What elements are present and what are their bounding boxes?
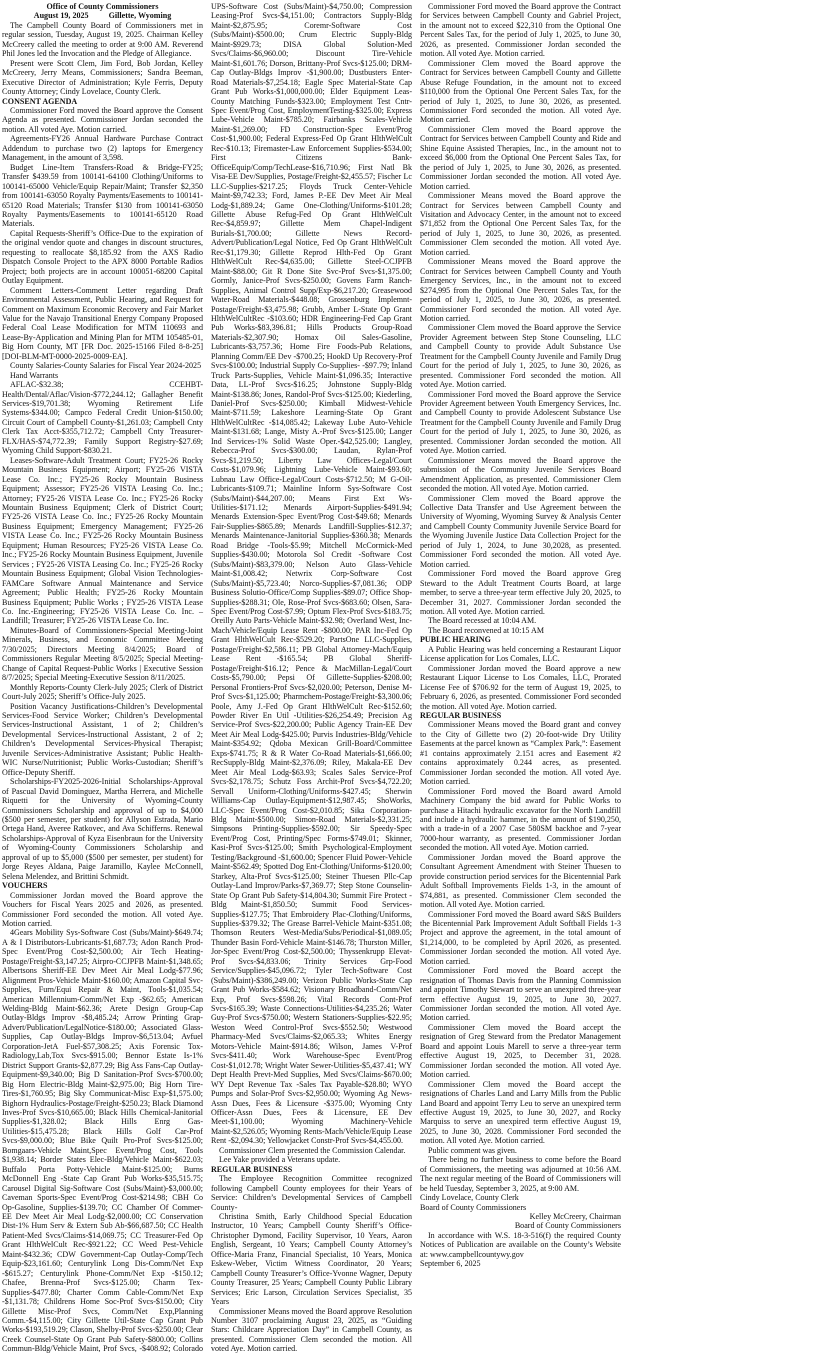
paragraph: Scholarships-FY2025-2026-Initial Scholarships-Approval of Pascual David Dominguez, Martha Herrera, and Michelle Riquetti for the University of Wyoming-County Commissioners Scholarship and approval of up to $4,000 ($500 per semester, per student) for Allyson Estrada, Mario Ortega Hand, Averee Ratkovec, and Ava Schifferns. Renewal Scholarships-Approval of Kyza Eisenbraun for the University of Wyoming-County Commissioners Scholarship and approval of up to $5,000 ($500 per semester, per student) for Jorge Reyes Aldana, Paige Jaramillo, Kaylee McConnell, Selena Melendez, and Brittini Schmidt.	[2, 777, 203, 881]
paragraph: Minutes-Board of Commissioners-Special Meeting-Joint Minerals, Business, and Economic Committee Meeting 7/30/2025; Directors Meeting 8/4/2025; Board of Commissioners Regular Meeting 8/5/2025; Special Meeting-Change of Capital Request-Public Works | Executive Session 8/7/2025; Special Meeting-Executive Session 8/11/2025.	[2, 625, 203, 683]
paragraph: Commissioner Means moved the Board grant and convey to the City of Gillette two (2) 20-foot-wide Dry Utility Easements at the parcel known as “Camplex Park,”: Easement #1 contains approximately 2.151 acres and Easement #2 contains approximately 0.244 acres, as presented. Commissioner Jordan seconded the motion. All voted Aye. Motion carried.	[420, 720, 621, 787]
paragraph: Christina Smith, Early Childhood Special Education Instructor, 10 Years; Campbell County Sheriff’s Office-Christopher Dymond, Facility Supervisor, 10 Years, Aaron English, Sergeant, 10 Years; Campbell County Attorney’s Office-Maria Franz, Financial Specialist, 10 Years, Monica Eskew-Weber, Victim Witness Coordinator, 20 Years; Campbell County Treasurer’s Office-Yvonne Wagner, Deputy County Treasurer, 25 Years; Campbell County Public Library Services; Eric Larson, Circulation Services Specialist, 35 Years	[211, 1212, 412, 1307]
office-title: Office of County Commissioners	[46, 2, 159, 11]
clerk-board-line: Board of County Commissioners	[420, 1202, 527, 1212]
section-heading: PUBLIC HEARING	[420, 635, 491, 645]
chair-signature: Kelley McCreery, Chairman	[529, 1212, 621, 1221]
paragraph: Commissioner Ford moved the Board approve Greg Steward to the Adult Treatment Courts Board, at large member, to serve a three-year term effective July 20, 2025, to December 31, 2027. Commissioner Jordan seconded the motion. All voted Aye. Motion carried.	[420, 569, 621, 616]
paragraph: Commissioner Ford moved the Board approve the Consent Agenda as presented. Commissioner Jordan seconded the motion. All voted Aye. Motion carried.	[2, 105, 203, 134]
paragraph: Budget Line-Item Transfers-Road & Bridge-FY25; Transfer $439.59 from 100141-64100 Clothing/Uniforms to 100141-65000 Vehicle/Equip Repair/Maint; Transfer $2,350 from 100141-63050 Royalty Payments/Easements to 100141-65120 Road Materials; Transfer $130 from 100141-63050 Royalty Payments/Easements to 100141-65120 Road Materials.	[2, 162, 203, 229]
chair-board-line: Board of County Commissioners	[514, 1221, 621, 1231]
paragraph: Comment Letters-Comment Letter regarding Draft Environmental Assessment, Public Hearing, and Request for Comment on Maximum Economic Recovery and Fair Market Value for the Navajo Transitional Energy Company Proposed Federal Coal Lease Modification for MTM 110693 and Lease-By-Application and Mining Plan for MTM 105485-01, Big Horn County, MT [FR Doc. 2025-15166 Filed 8-8-25] [DOI-BLM-MT-0000-2025-0009-EA].	[2, 285, 203, 361]
section-heading: VOUCHERS	[2, 881, 48, 891]
paragraph: The Campbell County Board of Commissioners met in regular session, Tuesday, August 19, 2025. Chairman Kelley McCreery called the meeting to order at 9:00 AM. Reverend Phil Jones led the Invocation and the Pledge of Allegiance.	[2, 20, 203, 59]
paragraph: Commissioner Ford moved the Board accept the resignation of Thomas Davis from the Planning Commission and appoint Timothy Stewart to serve an unexpired three-year term effective August 19, 2025, to June 30, 2027. Commissioner Jordan seconded the motion. All voted Aye. Motion carried.	[420, 966, 621, 1023]
paragraph: The Board recessed at 10:04 AM.	[428, 616, 537, 626]
paragraph: AFLAC-$32.38; CCEHBT-Health/Dental/Aflac/Vision-$772,244.12; Gallagher Benefit Services-$19,701.38; Wyoming Retirement Life Systems-$344.00; Campco Federal Credit Union-$150.00; Circuit Court of Campbell County-$1,261.03; Campbell Cnty Clerk Tax Acct-$355,712.72; Campbell Cnty Treasurer-FLX/HAS-$74,772.39; Family Support Registry-$27.69; Wyoming Child Support-$830.21.	[2, 380, 203, 456]
clerk-signature: Cindy Lovelace, County Clerk	[420, 1193, 519, 1203]
paragraph: The Employee Recognition Committee recognized following Campbell County employees for their Years of Service: Children’s Developmental Services of Campbell County-	[211, 1174, 412, 1212]
section-heading: REGULAR BUSINESS	[211, 1164, 293, 1174]
paragraph: Capital Requests-Sheriff’s Office-Due to the expiration of the original vendor quote and changes in discount structures, requesting to reallocate $8,185.92 from the AXS Radio Dispatch Console Project to the APX 8000 Portable Radios Project; both projects are in account 100051-68200 Capital Outlay Equipment.	[2, 228, 203, 286]
paragraph: Commissioner Jordan moved the Board approve the Consultant Agreement Amendment with Steiner Thuesen to provide construction period services for the Bicentennial Park Adult Softball Improvements Fields 1-3, in the amount of $74,881, as presented. Commissioner Clem seconded the motion. All voted Aye. Motion carried.	[420, 852, 621, 910]
paragraph: Commissioner Clem moved the Board approve the Service Provider Agreement between Step Stone Counseling, LLC and Campbell County to provide Adult Substance Use Treatment for the Campbell County Juvenile and Family Drug Court for the period of July 1, 2025, to June 30, 2026, as presented. Commissioner Ford seconded the motion. All voted Aye. Motion carried.	[420, 323, 621, 390]
minutes-body	[2, 2, 621, 1357]
paragraph: Hand Warrants	[10, 370, 59, 380]
paragraph: Monthly Reports-County Clerk-July 2025; Clerk of District Court-July 2025; Sheriff’s Office-July 2025.	[2, 682, 203, 702]
paragraph: Present were Scott Clem, Jim Ford, Bob Jordan, Kelley McCreery, Jerry Means, Commissioners; Sandra Beeman, Executive Director of Administration; Kyle Ferris, Deputy County Attorney; Cindy Lovelace, County Clerk.	[2, 58, 203, 97]
paragraph: Commissioner Ford moved the Board award S&S Builders the Bicentennial Park Improvement Adult Softball Fields 1-3 Project and approve the agreement, in the total amount of $1,214,000, to be completed by April 2026, as presented. Commissioner Jordan seconded the motion. All voted Aye. Motion carried.	[420, 909, 621, 966]
paragraph: Commissioner Clem moved the Board approve the Contract for Services between Campbell County and Gillette Abuse Refuge Foundation, in the amount not to exceed $110,000 from the Optional One Percent Sales Tax, for the period of July 1, 2025, to June 30, 2026, as presented. Commissioner Ford seconded the motion. All voted Aye. Motion carried.	[420, 58, 621, 125]
paragraph: A Public Hearing was held concerning a Restaurant Liquor License application for Los Comales, LLC.	[420, 644, 621, 664]
paragraph: There being no further business to come before the Board of Commissioners, the meeting was adjourned at 10:56 AM. The next regular meeting of the Board of Commissioners will be held Tuesday, September 3, 2025, at 9:00 AM.	[420, 1155, 621, 1193]
paragraph: Commissioner Clem presented the Commission Calendar.	[219, 1145, 406, 1155]
paragraph: 4Gears Mobility Sys-Software Cost (Subs/Maint)-$649.74; A & I Distributors-Lubricants-$1,687.73; Adon Ranch Prod-Spec Event/Prog Cost-$2,500.00; Air Tech Heating-Postage/Freight-$3,147.25; Airpro-CCJPFB Maint-$1,348.65; Albertsons Sheriff-EE Dev Meet Air Meal Lodg-$77.96; Alignment Pros-Vehicle Maint-$160.00; Amazon Capital Svc-Supplies, Furn/Equi Repair & Maint, Tools-$1,035.54; American Millennium-Comm/Net Exp -$62.65; American Welding-Bldg Maint-$62.36; Arete Design Group-Cap Outlay-Bldgs Improv -$8,485.24; Arrow Printing Grap-Advert/Publication/LegalNotice-$180.00; Associated Glass-Supplies, Cap Outlay-Bldgs Improv-$6,513.04; Avfuel Corporation-JetA Fuel-$57,308.25; Axis Forensic Tox-Radiology,Lab,Tox Svcs-$915.00; Bennor Estate Is-1% District Support Grants-$2,877.29; Big Ass Fans-Cap Outlay-Equipment-$9,340.00; Big D Sanitation-Prof Svcs-$700.00; Big Horn Electric-Bldg Maint-$2,975.00; Big Horn Tire-Tires-$1,760.95; Big Sky Communicat-Misc Exp-$1,575.00; Bighorn Hydraulics-Postage/Freight-$250.23; Black Diamond Inves-Prof Svcs-$10,665.00; Black Hills Chemical-Janitorial Supplies-$1,328.02; Black Hills Enrg Gas-Utilities-$15,475.28; Black Hills Golf Car-Prof Svcs-$9,000.00; Blue Bike Quilt Pro-Prof Svcs-$125.00; Bomgaars-Vehicle Maint,Spec Event/Prog Cost, Tools $1,938.14; Border States Elec-Bldg/Vehicle Maint-$622.03; Buffalo Porta Potty-Vehicle Maint-$125.00; Burns McDonnell Eng -State Cap Grant Pub Works-$35,515.75; Carousel Digital Sig-Software Cost (Subs/Maint)-$3,000.00; Caveman Sports-Spec Event/Prog Cost-$214.98; CBH Co Op-Gasoline, Supplies-$139.70; CC Chamber Of Commer-EE Dev Meet Air Meal Lodg-$2,000.00; CC Conservation Dist-1% Hum Serv & Extern Sub Ab-$66,687.50; CC Health Patient-Med Svcs/Claims-$14,069.75; CC Treasurer-Fed Op Grant HlthWelCult Rec-$921.22; CC Weed Pest-Vehicle Maint-$432.36; CDW Government-Cap Outlay-Comp/Tech Equip-$23,161.60; Centurylink Long Dis-Comm/Net Exp -$615.27; Centurylink Phone-Comm/Net Exp -$150.12; Chafee, Brenna-Prof Svcs-$125.00; Charm Tex-Supplies-$477.80; Charter Comm Cable-Comm/Net Exp -$1,131.78; Childrens Home Soc-Prof Svcs-$150.00; City Gillette Misc-Prof Svcs, Comm/Net Exp,Planning Comm.-$4,115.00; City Gillette Util-State Cap Grant Pub Works-$193,519.29; Clason, Shelby-Prof Svcs-$250.00; Clear Creek Counsel-State Op Grant Pub Safety-$800.00; Collins Commun-Bldg/Vehicle Maint, Prof Svcs, -$408.92; Colorado UPS-Software Cost (Subs/Maint)-$4,750.00; Compression Leasing-Prof Svcs-$4,151.00; Contractors Supply-Bldg Maint-$2,875.95; Coremr-Software Cost (Subs/Maint)-$500.00; Crum Electric Supply-Bldg Maint-$929.73; DISA Global Solution-Med Svcs/Claims-$6,960.00; Discount Tire-Vehicle Maint-$1,601.76; Dorson, Brittany-Prof Svcs-$125.00; DRM-Cap Outlay-Bldgs Improv -$1,900.00; Dustbusters Enter-Road Materials-$7,254.18; Eagle Spec Material-State Cap Grant Pub Works-$1,000,000.00; Elder Equipment Leas-County Matching Funds-$323.00; Employment Test Cntr-Spec Event/Prog Cost, EmploymentTesting-$325.00; Express Lube-Vehicle Maint-$785.20; Fairbanks Scales-Vehicle Maint-$1,269.00; FD Construction-Spec Event/Prog Cost-$1,900.00; Federal Express-Fed Op Grant HlthWelCult Rec-$10.13; Firemaster-Law Enforcement Supplies-$534.00; First Citizens Bank-OfficeEquip/Comp/TechLease-$16,710.96; First Natl Bk Visa-EE Dev/Supplies, Postage/Freight-$2,455.57; Fischer Lc LLC-Supplies-$217.25; Floyds Truck Center-Vehicle Maint-$9,742.33; Ford, James P.-EE Dev Meet Air Meal Lodg-$1,889.24; Game One-Clothing/Uniforms-$101.28; Gillette Abuse Refug-Fed Op Grant HlthWelCult Rec-$4,859.97; Gillette Mem Chapel-Indigent Burials-$1,700.00; Gillette News Record-Advert/Publication/Legal Notice, Fed Op Grant HlthWelCult Rec-$1,179.30; Gillette Reprod Hlth-Fed Op Grant HlthWelCult Rec-$4,635.00; Gillette Steel-CCJPFB Maint-$88.00; Git R Done Site Svc-Prof Svcs-$1,375.00; Gormly, Janice-Prof Svcs-$250.00; Govens Farm Ranch-Supplies, Animal Control Supp/Exp-$6,217.20; Greasewood Water-Road Materials-$448.08; Grossenburg Implemnt-Postage/Freight-$3,475.98; Grubb, Amber L-State Op Grant HlthWelCultRec -$103.60; HDR Engineering-Fed Cap Grant Pub Works-$83,396.81; Hills Products Group-Road Materials-$2,307.90; Homax Oil Sales-Gasoline, Lubricants-$3,757.36; Home Fire Foods-Pub Relations, Planning Comm/EE Dev -$700.25; HookD Up Recovery-Prof Svcs-$100.00; Industrial Supply Co-Supplies- -$97.79; Inland Truck Parts-Supplies, Vehicle Maint-$1,096.35; Interactive Data, LL-Prof Svcs-$16.25; Johnstone Supply-Bldg Maint-$138.86; Jones, Randol-Prof Svcs-$125.00; Kiederling, Daniel-Prof Svcs-$250.00; Kimball Midwest-Vehicle Maint-$711.59; Lakeshore Learning-State Op Grant HlthWelCultRec -$14,085.42; Lakeway Lube Auto-Vehicle Maint-$131.68; Lange, Misty A.-Prof Svcs-$125.00; Langer Ind Services-1% Solid Waste Oper.-$42,525.00; Langley, Rebecca-Prof Svcs-$300.00; Laudan, Rylan-Prof Svcs-$1,219.50; Liberty Law Offices-Legal/Court Costs-$1,079.96; Lightning Lube-Vehicle Maint-$93.60; Lubnau Law Office-Legal/Court Costs-$712.50; M G-Oil-Lubricants-$109.71; Mainline Inform Sys-Software Cost (Subs/Maint)-$44,207.00; Means First Ext Ws-Utilities-$171.12; Menards Airport-Supplies-$491.94; Menards Extension-Spec Event/Prog Cost-$49.68; Menards Fair-Supplies-$865.89; Menards Landfill-Supplies-$12.37; Menards Maintenance-Janitorial Supplies-$360.38; Menards Road Bridge -Tools-$5.99; Mitchell McCormick-Med Supplies-$430.00; Motorola Sol Credit -Software Cost (Subs/Maint)-$83,379.00; Nelson Auto Glass-Vehicle Maint-$1,008.42; Netwrix Corp-Software Cost (Subs/Maint)-$5,723.40; Norco-Supplies-$7,081.36; ODP Business Solutio-Office/Comp Supplies-$89.07; Office Shop-Supplies-$288.31; Ole, Rose-Prof Svcs-$683.60; Olsen, Sara-Spec Event/Prog Cost-$7.99; Optum Flex-Prof Svcs-$183.75; Oreilly Auto Parts-Vehicle Maint-$32.98; Overland West, Inc-Mach/Vehicle/Equip Lease Rent -$800.00; PAR Inc-Fed Op Grant HlthWelCult Rec-$529.20; PartsOne LLC-Supplies, Postage/Freight-$2,586.11; PB Global Attorney-Mach/Equip Lease Rent -$165.54; PB Global Sheriff-Postage/Freight-$16.12; Pence & MacMillan-Legal/Court Costs-$5,790.00; Pepsi Of Gillette-Supplies-$208.00; Personal Frontiers-Prof Svcs-$2,020.00; Peterson, Denise M-Prof Svcs-$1,125.00; Pharmchem-Postage/Freight-$3,300.06; Poole, Amy J.-Fed Op Grant HlthWelCult Rec-$152.60; Powder River En Util -Utilities-$26,254.49; Precision Ag Service-Prof Svcs-$22,200.00; Public Agency Train-EE Dev Meet Air Meal Lodg-$425.00; Purvis Industries-Bldg/Vehicle Maint-$354.92; Qdoba Mexican Grill-Board/Committee Exps-$741.75; R & R Water Co-Road Materials-$1,666.00; RecSupply-Bldg Maint-$2,376.09; Riley, Makala-EE Dev Meet Air Meal Lodg-$63.93; Scales Sales Service-Prof Svcs-$2,178.75; Schutz Foss Archit-Prof Svcs-$4,722.20; Servall Uniform-Clothing/Uniforms-$427.45; Sherwin Williams-Cap Outlay-Equipment-$12,987.45; ShoWorks, LLC-Spec Event/Prog Cost-$2,010.85; Sika Corporation-Bldg Maint-$500.00; Simon-Road Materials-$2,331.25; Simpsons Printing-Supplies-$592.00; Sir Speedy-Spec Event/Prog Cost, Printing/Spec Forms-$749.01; Skinner, Kasi-Prof Svcs-$125.00; Smith Psychological-Employment Testing/Background -$1,600.00; Spencer Fluid Power-Vehicle Maint-$562.49; Spotted Dog Ent-Clothing/Uniforms-$120.00; Starkey, Alta-Prof Svcs-$125.00; Steiner Thuesen Pllc-Cap Outlay-Land Improv/Parks-$7,369.77; Step Stone Counselin-State Op Grant Pub Safety-$14,804.30; Summit Fire Protect -Bldg Maint-$1,850.50; Summit Food Services-Supplies-$127.75; That Embroidery Plac-Clothing/Uniforms, Supplies-$379.32; The Grease Barrel-Vehicle Maint-$351.08; Thomson Reuters West-Media/Subs/Periodical-$1,089.05; Thunder Basin Ford-Vehicle Maint-$146.78; Thurston Miller, Jor-Spec Event/Prog Cost-$2,500.00; Thyssenkrupp Elevat-Prof Svcs-$4,833.06; Trinity Services Grp-Food Service/Supplies-$45,096.72; Tyler Tech-Software Cost (Subs/Maint)-$386,249.00; Verizon Public Works-State Cap Grant Pub Works-$584.62; Visionary Broadband-Comm/Net Exp, Prof Svcs-$598.26; Vital Records Cont-Prof Svcs-$165.39; Waste Connections-Utilities-$4,235.26; Water Guy-Prof Svcs-$750.00; Western Stationers-Supplies-$22.95; Weston Weed Control-Prof Svcs-$552.50; Westwood Pharmacy-Med Svcs/Claims-$2,065.33; Whites Energy Motors-Vehicle Maint-$914.86; Wilson, James V-Prof Svcs-$411.40; Work Warehouse-Spec Event/Prog Cost-$1,012.78; Wright Water Sewer-Utilities-$5,437.41; WY Dept Health Prevt-Med Supplies, Med Svcs/Claims-$670.00; WY Dept Revenue Tax -Sales Tax Payable-$28.80; WYO Pumps and Solar-Prof Svcs-$2,950.00; Wyoming Ag News-Assn Dues, Fees & Licensure -$375.00; Wyoming Cnty Officer-Assn Dues, Fees & Licensure, EE Dev Meet-$1,100.00; Wyoming Machinery-Vehicle Maint-$2,526.05; Wyoming Rents-Mach/Vehicle/Equip Lease Rent -$2,094.30; Yellowjacket Constr-Prof Svcs-$4,455.00.	[2, 2, 412, 1354]
paragraph: Commissioner Means moved the Board approve the submission of the Community Juvenile Services Board Amendment Application, as presented. Commissioner Clem seconded the motion. All voted Aye. Motion carried.	[420, 455, 621, 494]
paragraph: Commissioner Ford moved the Board approve the Contract for Services between Campbell County and Gabriel Project, in the amount not to exceed $22,310 from the Optional One Percent Sales Tax, for the period of July 1, 2025, to June 30, 2026, as presented. Commissioner Jordan seconded the motion. All voted Aye. Motion carried.	[420, 2, 621, 59]
paragraph: The Board reconvened at 10:15 AM	[428, 625, 544, 635]
publish-date: September 6, 2025	[420, 1259, 481, 1269]
paragraph: County Salaries-County Salaries for Fiscal Year 2024-2025	[10, 361, 202, 371]
paragraph: Commissioner Ford moved the Board award Arnold Machinery Company the bid award for Public Works to purchase a Hitachi hydraulic excavator for the North Landfill and include a hydraulic hammer, in the amount of $190,250, with a trade-in of a 2007 Case 580SM backhoe and 7-year 7000-hour warranty, as presented. Commissioner Jordan seconded the motion. All voted Aye. Motion carried.	[420, 786, 621, 853]
paragraph: Commissioner Clem moved the Board approve the Contract for Services between Campbell County and Ride and Shine Equine Assisted Therapies, Inc., in the amount not to exceed $6,000 from the Optional One Percent Sales Tax, for the period of July 1, 2025, to June 30, 2026, as presented. Commissioner Jordan seconded the motion. All voted Aye. Motion carried.	[420, 124, 621, 191]
paragraph: Lee Yake provided a Veterans update.	[219, 1155, 341, 1165]
section-heading: REGULAR BUSINESS	[420, 710, 502, 720]
paragraph: Commissioner Means moved the Board approve the Contract for Services between Campbell County and Youth Emergency Services, Inc., in the amount not to exceed $274,995 from the Optional One Percent Sales Tax, for the period of July 1, 2025, to June 30, 2026, as presented. Commissioner Ford seconded the motion. All voted Aye. Motion carried.	[420, 257, 621, 323]
paragraph: Commissioner Clem moved the Board accept the resignations of Charles Land and Larry Mills from the Public Land Board and appoint Terry Leu to serve an unexpired term effective August 19, 2025, to June 30, 2027, and Rocky Marquiss to serve an unexpired term effective August 19, 2025, to June 30, 2028. Commissioner Ford seconded the motion. All voted Aye. Motion carried.	[420, 1079, 621, 1146]
meeting-dateline: August 19, 2025 Gillette, Wyoming	[33, 11, 172, 21]
paragraph: Leases-Software-Adult Treatment Court; FY25-26 Rocky Mountain Business Equipment; Airport; FY25-26 VISTA Lease Co. Inc.; FY25-26 Rocky Mountain Business Equipment; Assessor; FY25-26 VISTA Leasing Co. Inc.; Attorney; FY25-26 VISTA Lease Co. Inc.; FY25-26 Rocky Mountain Business Equipment; Clerk of District Court; FY25-26 VISTA Lease Co. Inc.; FY25-26 Rocky Mountain Business Equipment; Emergency Management; FY25-26 VISTA Lease Co. Inc.; FY25-26 Rocky Mountain Business Equipment; Human Resources; FY25-26 VISTA Lease Co. Inc.; FY25-26 Rocky Mountain Business Equipment, Juvenile Services ; FY25-26 VISTA Leasing Co. Inc.; FY25-26 Rocky Mountain Business Equipment; Global Vision Technologies-FAMCare Software Annual Maintenance and Service Agreement; Public Health; FY25-26 Rocky Mountain Business Equipment; Public Works ; FY25-26 VISTA Lease Co. Inc.-Engineering; FY25-26 VISTA Lease Co. Inc. – Landfill; Treasurer; FY25-26 VISTA Lease Co. Inc.	[2, 455, 203, 626]
paragraph: Agreements-FY26 Annual Hardware Purchase Contract Addendum to purchase two (2) laptops for Emergency Management, in the amount of 3,598.	[2, 134, 203, 163]
paragraph: Position Vacancy Justifications-Children’s Developmental Services-Food Service Worker; Children’s Developmental Services-Instructional Assistant, 1 of 2; Children’s Developmental Services-Instructional Assistant, 2 of 2; Children’s Developmental Services-Physical Therapist; Juvenile Services-Administrative Assistant; Public Health-WIC Nurse/Nutritionist; Public Works-Custodian; Sheriff’s Office-Deputy Sheriff.	[2, 701, 203, 777]
paragraph: Commissioner Jordan moved the Board approve a new Restaurant Liquor License to Los Comales, LLC, Prorated License Fee of $706.92 for the term of August 19, 2025, to February 6, 2026, as presented. Commissioner Ford seconded the motion. All voted Aye. Motion carried.	[420, 663, 621, 711]
paragraph: Public comment was given.	[428, 1145, 517, 1155]
paragraph: Commissioner Means moved the Board approve the Contract for Services between Campbell County and Visitation and Advocacy Center, in the amount not to exceed $71,852 from the Optional One Percent Sales Tax, for the period of July 1, 2025, to June 30, 2026, as presented. Commissioner Clem seconded the motion. All voted Aye. Motion carried.	[420, 191, 621, 257]
paragraph: Commissioner Ford moved the Board approve the Service Provider Agreement between Youth Emergency Services, Inc. and Campbell County to provide Adolescent Substance Use Treatment for the Campbell County Juvenile and Family Drug Court for the period of July 1, 2025, to June 30, 2026, as presented. Commissioner Jordan seconded the motion. All voted Aye. Motion carried.	[420, 389, 621, 456]
paragraph: Commissioner Jordan moved the Board approve the Vouchers for Fiscal Years 2025 and 2026, as presented. Commissioner Ford seconded the motion. All voted Aye. Motion carried.	[2, 890, 203, 928]
paragraph: Commissioner Means moved the Board approve Resolution Number 3107 proclaiming August 23, 2025, as “Guiding Stars: Childcare Appreciation Day” in Campbell County, as presented. Commissioner Clem seconded the motion. All voted Aye. Motion carried.	[211, 1306, 412, 1354]
publication-notice: In accordance with W.S. 18-3-516(f) the required County Notices of Publication are available on the County’s Website at: www.campbellcountywy.gov	[420, 1230, 621, 1259]
paragraph: Commissioner Clem moved the Board approve the Collective Data Transfer and Use Agreement between the University of Wyoming, Wyoming Survey & Analysis Center and Campbell County Community Juvenile Service Board for the Wyoming Juvenile Justice Data Collection Project for the period of July 1, 2024, to June 30,2028, as presented. Commissioner Ford seconded the motion. All voted Aye. Motion carried.	[420, 493, 621, 569]
paragraph: Commissioner Clem moved the Board accept the resignation of Greg Steward from the Predator Management Board and appoint Louis Marell to serve a three-year term effective August 19, 2025, to December 31, 2028. Commissioner Jordan seconded the motion. All voted Aye. Motion carried.	[420, 1022, 621, 1080]
section-heading: CONSENT AGENDA	[2, 96, 78, 106]
